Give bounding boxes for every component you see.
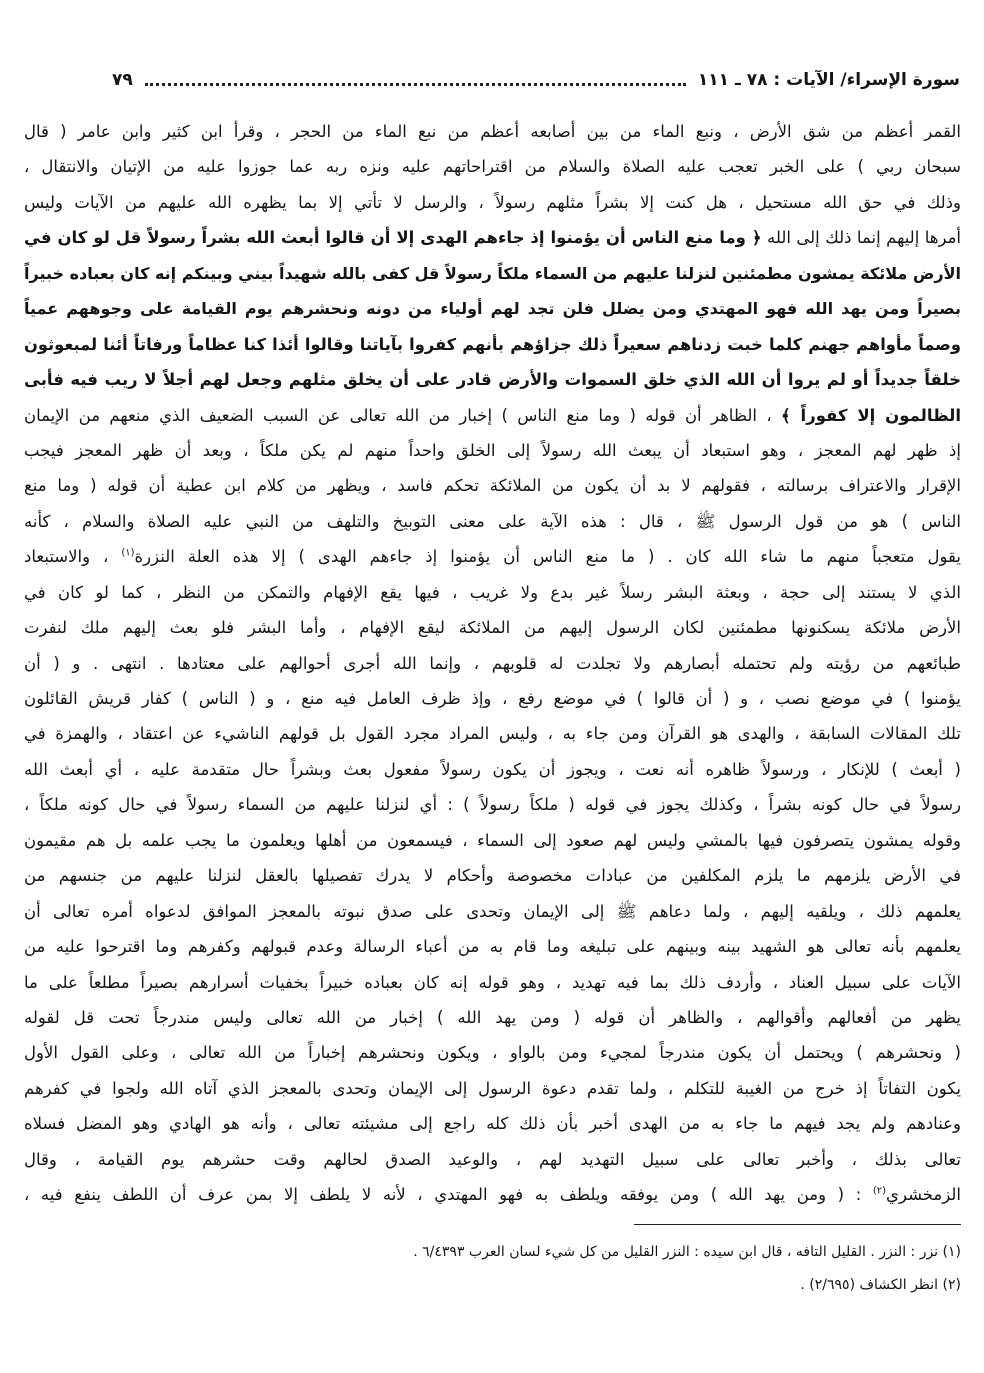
text-line-4 (24, 220, 961, 255)
text-line-20 (24, 787, 961, 822)
line-text: ( ونحشرهم ) ويحتمل أن يكون مندرجاً لمجيء ومن بالواو ، ويكون ونحشرهم إخباراً من الله تعالى ، وعلى القول الأول (24, 1043, 961, 1063)
line-text: يؤمنوا ) في موضع نصب ، و ( أن قالوا ) في موضع رفع ، وإذ ظرف العامل فيه منع ، و ( الناس ) كفار قريش القائلون (24, 689, 961, 708)
line-text: يعلمهم ذلك ، ويلقيه إليهم ، ولما دعاهم ﷺ إلى الإيمان وتحدى على صدق نبوته بالمعجز الموافق لدعواه أمره تعالى أن (24, 901, 961, 921)
line-text: الإقرار والاعتراف برسالته ، فقولهم لا بد أن يكون من الملائكة تحكم فاسد ، ويظهر من كلام ابن عطية أن قوله ( وما منع (24, 476, 961, 496)
text-line-27 (24, 1035, 961, 1070)
main-text (24, 114, 961, 1213)
line-text: ، الظاهر أن قوله ( وما منع الناس ) إخبار من الله تعالى عن السبب الضعيف الذي منعهم من الإيمان (24, 405, 782, 425)
text-line-19 (24, 752, 961, 787)
text-line-9 (24, 398, 961, 433)
line-text: في الأرض يلزمهم ما يلزم المكلفين من عبادات مخصوصة وأحكام لا يدرك تفصيلها بالعقل لنزلنا عليهم من جنسهم من (24, 866, 961, 886)
footnote-2: (٢) انظر الكشاف (٢/٦٩٥) . (800, 1277, 961, 1293)
text-line-14 (24, 575, 961, 610)
footnote-separator (634, 1224, 961, 1225)
footnotes (24, 1236, 961, 1302)
verse-text: وصماً مأواهم جهنم كلما خبت زدناهم سعيراً ذلك جزاؤهم بأنهم كفروا بآياتنا وقالوا أئذا كنا عظاماً ورفاتاً أئنا لمبعوثون (24, 334, 961, 354)
text-line-3 (24, 185, 961, 220)
text-line-10 (24, 433, 961, 468)
verse-text: خلقاً جديداً أو لم يروا أن الله الذي خلق السموات والأرض قادر على أن يخلق مثلهم وجعل لهم أجلاً لا ريب فيه فأبى (24, 370, 961, 390)
verse-text: الأرض ملائكة يمشون مطمئنين لنزلنا عليهم من السماء ملكاً رسولاً قل كفى بالله شهيداً بيني وبينكم إنه كان بعباده خبيراً (24, 263, 961, 283)
text-line-8 (24, 362, 961, 397)
line-text: الناس ) هو من قول الرسول ﷺ ، قال : هذه الآية على معنى التوبيخ والتلهف من النبي عليه الصلاة والسلام ، كأنه (24, 511, 961, 531)
verse-text: الظالمون إلا كفوراً ﴾ (781, 405, 961, 425)
line-text: : ( ومن يهد الله ) ومن يوفقه ويلطف به فهو المهتدي ، لأنه لا يلطف إلا بمن عرف أن اللطف ينفع فيه ، (24, 1185, 873, 1205)
line-text: وقوله يمشون يتصرفون فيها بالمشي وليس لهم صعود إلى السماء ، فيسمعون من أهلها ويعلمون ما يجب علمه بل هم مقيمون (24, 830, 961, 850)
text-line-28 (24, 1071, 961, 1106)
text-line-16 (24, 646, 961, 681)
line-text: يقول متعجباً منهم ما شاء الله كان . ( ما منع الناس أن يؤمنوا إذ جاءهم الهدى ) إلا هذه العلة النزرة (134, 547, 961, 567)
text-line-31 (24, 1177, 961, 1212)
line-text: ( أبعث ) للإنكار ، ورسولاً ظاهره أنه نعت ، ويجوز أن يكون رسولاً مفعول بعث وبشراً حال متقدمة عليه ، أي أبعث الله (24, 759, 961, 779)
text-line-23 (24, 894, 961, 929)
text-line-2 (24, 149, 961, 184)
text-line-29 (24, 1106, 961, 1141)
text-line-13 (24, 539, 961, 574)
line-text: الآيات على سبيل العناد ، وأردف ذلك بما فيه تهديد ، وهو قوله إنه كان بعباده خبيراً بخفيات أسرارهم بصيراً مطلعاً على ما (24, 972, 961, 992)
page-number: ٧٩ (112, 70, 133, 90)
footnote-ref-1: (١) (121, 547, 135, 559)
text-line-26 (24, 1000, 961, 1035)
line-text: ، والاستبعاد (24, 547, 122, 567)
running-header (112, 64, 960, 96)
text-line-22 (24, 858, 961, 893)
line-text: يظهر من أفعالهم وأقوالهم ، والظاهر أن قوله ( ومن يهد الله ) إخبار من الله تعالى وليس مندرجاً تحت قل لقوله (24, 1007, 961, 1027)
footnote-1: (١) نزر : النزر . القليل التافه ، قال ابن سيده : النزر القليل من كل شيء لسان العرب ٦/٤٣٩٣ . (413, 1244, 961, 1260)
text-line-12 (24, 504, 961, 539)
text-line-6 (24, 291, 961, 326)
footnote-ref-2: (٢) (872, 1185, 887, 1197)
text-line-1 (24, 114, 961, 149)
line-text: سبحان ربي ) على الخبر تعجب عليه الصلاة والسلام من اقتراحاتهم عليه ونزه ربه عما جوزوا عليه من الإتيان والانتقال ، (24, 157, 961, 177)
chapter-title: سورة الإسراء/ الآيات : ٧٨ ـ ١١١ (697, 70, 960, 90)
line-text: الزمخشري (886, 1185, 961, 1205)
line-text: القمر أعظم من شق الأرض ، ونبع الماء من بين أصابعه أعظم من نبع الماء من الحجر ، وقرأ ابن كثير وابن عامر ( قال (24, 122, 961, 141)
line-text: إذ ظهر لهم المعجز ، وهو استبعاد أن يبعث الله رسولاً إلى الخلق واحداً منهم لم يكن ملكاً ، وبعد أن ظهر المعجز فيجب (24, 440, 961, 460)
line-text: وذلك في حق الله مستحيل ، هل كنت إلا بشراً مثلهم رسولاً ، والرسل لا تأتي إلا بما يظهره الله عليهم من الآيات وليس (24, 192, 961, 212)
line-text: أمرها إليهم إنما ذلك إلى الله (761, 228, 961, 248)
text-line-15 (24, 610, 961, 645)
line-text: تلك المقالات السابقة ، والهدى هو القرآن ومن جاء به ، وليس المراد مجرد القول بل قولهم الناشيء عن اعتقاد ، والهمزة في (24, 724, 961, 744)
text-line-17 (24, 681, 961, 716)
line-text: وعنادهم ولم يجد فيهم ما جاء به من الهدى أخبر بأن ذلك كله راجع إلى مشيئته تعالى ، وأنه هو الهادي وهو المضل فسلاه (24, 1114, 961, 1134)
line-text: الأرض ملائكة يسكنونها مطمئنين لكان الرسول إليهم من الملائكة ليقع الإفهام ، وأما البشر فلو بعث إليهم ملك لنفرت (24, 618, 961, 638)
line-text: يعلمهم بأنه تعالى هو الشهيد بينه وبينهم على تبليغه وما قام به من أعباء الرسالة وعدم قبولهم وكفرهم وما اقترحوا عليه من (24, 937, 961, 957)
dotted-leader (145, 83, 686, 86)
text-line-5 (24, 256, 961, 291)
text-line-18 (24, 716, 961, 751)
text-line-25 (24, 965, 961, 1000)
text-line-11 (24, 468, 961, 503)
line-text: تعالى بذلك ، وأخبر تعالى على سبيل التهديد لهم ، والوعيد الصدق لحالهم وقت حشرهم يوم القيامة ، وقال (24, 1149, 961, 1169)
line-text: يكون التفاتاً إذ خرج من الغيبة للتكلم ، ولما تقدم دعوة الرسول إلى الإيمان وتحدى بالمعجز الذي آتاه الله ولجوا في كفرهم (24, 1078, 961, 1098)
verse-text: ﴿ وما منع الناس أن يؤمنوا إذ جاءهم الهدى إلا أن قالوا أبعث الله بشراً رسولاً قل لو كان في (24, 228, 762, 248)
line-text: رسولاً في حال كونه بشراً ، وكذلك يجوز في قوله ( ملكاً رسولاً ) : أي لنزلنا عليهم من السماء رسولاً في حال كونه ملكاً ، (24, 795, 961, 815)
text-line-21 (24, 823, 961, 858)
line-text: طبائعهم من رؤيته ولم تحتمله أبصارهم ولا تجلدت له قلوبهم ، وإنما الله أجرى أحوالهم على معتادها . انتهى . و ( أن (24, 653, 961, 673)
text-line-7 (24, 327, 961, 362)
text-line-24 (24, 929, 961, 964)
text-line-30 (24, 1142, 961, 1177)
line-text: الذي لا يستند إلى حجة ، وبعثة البشر رسلاً غير بدع ولا غريب ، فيها يقع الإفهام والتمكن من النظر ، كما لو كان في (24, 582, 961, 602)
verse-text: بصيراً ومن يهد الله فهو المهتدي ومن يضلل فلن تجد لهم أولياء من دونه ونحشرهم يوم القيامة على وجوههم عمياً (24, 299, 961, 319)
